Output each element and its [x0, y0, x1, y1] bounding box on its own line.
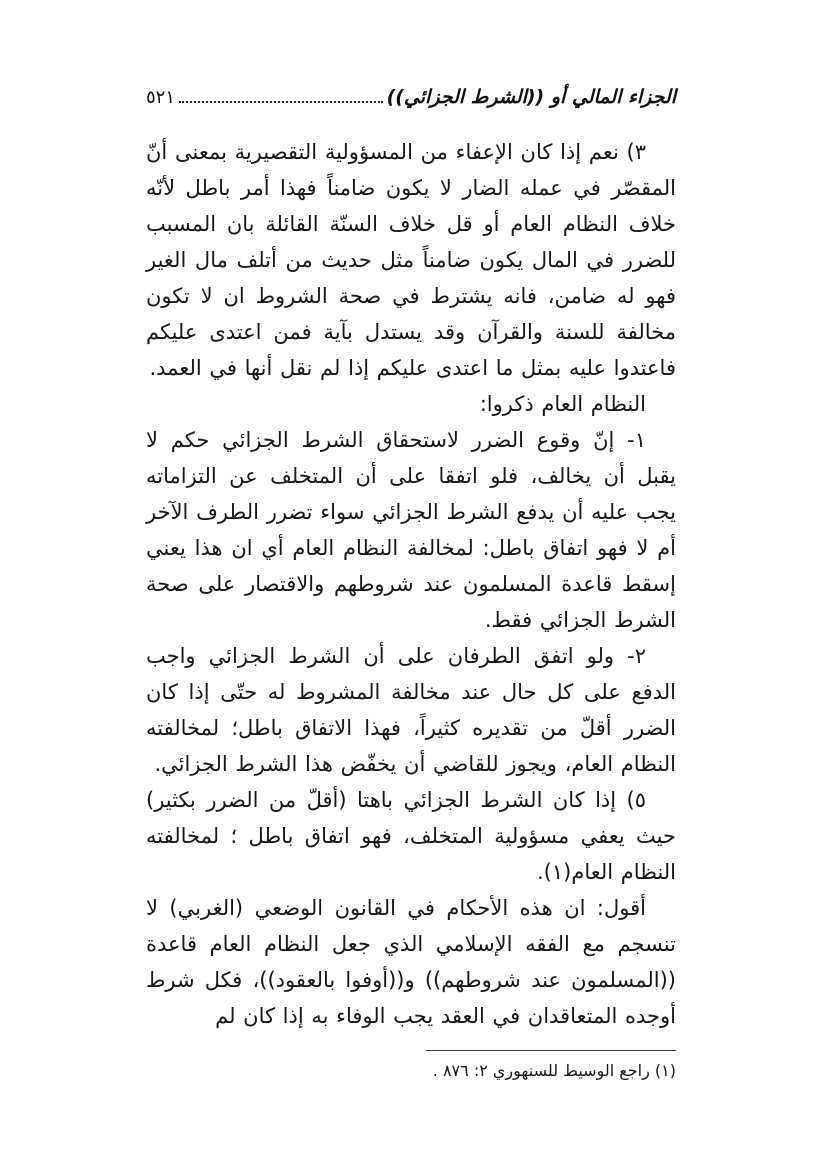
paragraph-item-3: ٣) نعم إذا كان الإعفاء من المسؤولية التقصيرية بمعنى أنّ المقصّر في عمله الضار لا يكون ضامناً فهذا أمر باطل لأنّه خلاف النظام العام أو قل خلاف السنّة القائلة بان المسبب للضرر في المال يكون ضامناً مثل حديث من أتلف مال الغير فهو له ضامن، فانه يشترط في صحة الشروط ان لا تكون مخالفة للسنة والقرآن وقد يستدل بآية فمن اعتدى عليكم فاعتدوا عليه بمثل ما اعتدى عليكم إذا لم نقل أنها في العمد. — [146, 140, 676, 380]
footnote-divider — [426, 1050, 676, 1051]
dot-leader — [179, 89, 383, 103]
paragraph-author-comment: أقول: ان هذه الأحكام في القانون الوضعي (الغربي) لا تنسجم مع الفقه الإسلامي الذي جعل النظام العام قاعدة ((المسلمون عند شروطهم)) و((أوفوا بالعقود))، فكل شرط أوجده المتعاقدان في العقد يجب الوفاء به إذا كان لم — [146, 896, 676, 1028]
page-number: ٥٢١ — [146, 87, 176, 108]
chapter-title: الجزاء المالي أو ((الشرط الجزائي)) — [386, 86, 676, 108]
footnote-text: (١) راجع الوسيط للسنهوري ٢: ٨٧٦ . — [432, 1061, 676, 1080]
page-body — [146, 134, 676, 1034]
footnote-area — [146, 1050, 676, 1085]
running-head — [146, 86, 676, 108]
paragraph-public-order-heading: النظام العام ذكروا: — [479, 392, 646, 416]
paragraph-item-5: ٥) إذا كان الشرط الجزائي باهتا (أقلّ من الضرر بكثير) حيث يعفي مسؤولية المتخلف، فهو اتفاق باطل ؛ لمخالفته النظام العام(١). — [146, 788, 676, 884]
paragraph-item-2: ٢- ولو اتفق الطرفان على أن الشرط الجزائي واجب الدفع على كل حال عند مخالفة المشروط له حتّى إذا كان الضرر أقلّ من تقديره كثيراً، فهذا الاتفاق باطل؛ لمخالفته النظام العام، ويجوز للقاضي أن يخفّض هذا الشرط الجزائي. — [146, 644, 676, 776]
paragraph-item-1: ١- إنّ وقوع الضرر لاستحقاق الشرط الجزائي حكم لا يقبل أن يخالف، فلو اتفقا على أن المتخلف عن التزاماته يجب عليه أن يدفع الشرط الجزائي سواء تضرر الطرف الآخر أم لا فهو اتفاق باطل: لمخالفة النظام العام أي ان هذا يعني إسقط قاعدة المسلمون عند شروطهم والاقتصار على صحة الشرط الجزائي فقط. — [146, 428, 676, 632]
